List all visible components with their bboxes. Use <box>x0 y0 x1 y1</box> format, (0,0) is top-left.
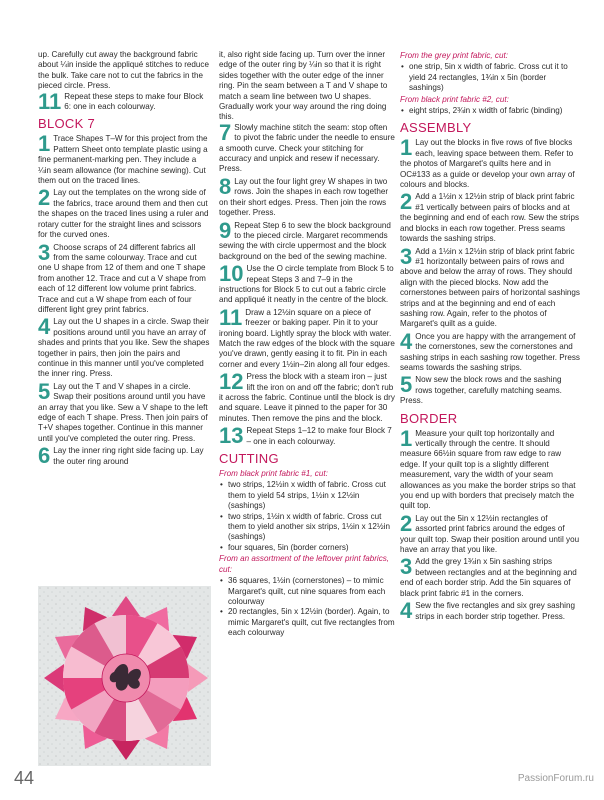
step-number: 5 <box>38 378 51 404</box>
step-text: Now sew the block rows and the sashing rows together, carefully matching seams. Press. <box>400 375 562 406</box>
step-number: 11 <box>38 88 62 114</box>
step <box>219 369 395 424</box>
step-text: Slowly machine stitch the seam: stop often to pivot the fabric under the needle to ensure a smooth curve. Check your stitching for accuracy and unpick and resew if necessary. Press. <box>219 122 395 174</box>
intro-text: it, also right side facing up. Turn over the inner edge of the outer ring by ¼in so that it is right sides together with the outer edge of the inner ring. Pin the seam between a T and V shape to match a seam line between two U shapes. Gradually work your way around the ring doing this. <box>219 50 388 122</box>
step-number: 5 <box>400 372 413 398</box>
step-number: 1 <box>400 135 413 161</box>
step <box>400 243 580 330</box>
step-number: 8 <box>219 173 232 199</box>
list-item: • two strips, 12½in x width of fabric. Cross cut them to yield 54 strips, 1½in x 12½in (sashings) <box>219 480 395 511</box>
step-text: Lay the inner ring right side facing up. Lay the outer ring around <box>53 446 204 466</box>
cutting-list <box>400 62 580 93</box>
cutting-list <box>400 106 580 116</box>
list-item: • 20 rectangles, 5in x 12½in (border). Again, to mimic Margaret's quilt, cut five rectangles from each colourway <box>219 607 395 638</box>
step-text: Use the O circle template from Block 5 to repeat Steps 3 and 7–9 in the instructions for Block 5 to cut out a fabric circle and appliqué it neatly in the centre of the block. <box>219 264 394 305</box>
step-number: 6 <box>38 443 51 469</box>
step <box>219 173 395 219</box>
step-text: Lay out the T and V shapes in a circle. Swap their positions around until you have an array that you like. Sew a V shape to the left edge of each T shape. Press. Then join pairs of T+V shapes together. Continue in this manner until you've completed the outer ring. Press. <box>38 381 208 443</box>
border-heading: BORDER <box>400 410 458 426</box>
step-number: 9 <box>219 217 232 243</box>
step-number: 4 <box>400 328 413 354</box>
step-text: Draw a 12½in square on a piece of freezer or baking paper. Pin it to your ironing board. Lightly spray the block with water. Match the raw edges of the block with the square you've drawn, gently easing it to fit. Pin in each corner and every 1½in–2in along all four edges. <box>219 307 395 369</box>
step-number: 3 <box>38 239 51 265</box>
step-number: 3 <box>400 243 413 269</box>
step-number: 13 <box>219 423 244 449</box>
page-number: 44 <box>14 768 35 788</box>
block7-heading: BLOCK 7 <box>38 116 96 132</box>
step-text: Lay out the templates on the wrong side of the fabrics, trace around them and then cut the shapes on the traced lines using a ruler and rotary cutter for the straight lines and scissors for the curved ones. <box>38 188 209 240</box>
list-item: • 36 squares, 1½in (cornerstones) – to mimic Margaret's quilt, cut nine squares from each colourway <box>219 576 395 607</box>
step <box>400 554 580 599</box>
cutting-subheading: From black print fabric #1, cut: <box>219 469 328 479</box>
cutting-list <box>219 480 395 553</box>
step <box>400 372 580 406</box>
cutting-subheading: From an assortment of the leftover print fabrics, cut: <box>219 554 390 574</box>
list-item: • two strips, 1½in x width of fabric. Cross cut them to yield another six strips, 1½in x 12½in (sashings) <box>219 512 395 543</box>
step <box>219 119 395 175</box>
step <box>38 131 211 186</box>
step-text: Lay out the U shapes in a circle. Swap their positions around until you have an array of shades and prints that you like. Sew the shapes together in pairs, then join the pairs and continue in this manner until you've completed the inner ring. Press. <box>38 317 210 379</box>
cutting-heading: CUTTING <box>219 451 279 467</box>
step <box>38 443 211 469</box>
step-text: Add the grey 1¾in x 5in sashing strips between rectangles and at the beginning and end of each border strip. Add the 5in squares of black print fabric #1 in the corners. <box>400 557 577 598</box>
step-text: Lay out the blocks in five rows of five blocks each, leaving space between them. Refer to the photos of Margaret's quilts here and in OC#133 as a guide or develop your own array of colours and blocks. <box>400 138 575 190</box>
step <box>400 510 580 556</box>
step-number: 4 <box>38 314 51 340</box>
step <box>38 378 211 444</box>
step-text: Lay out the 5in x 12½in rectangles of assorted print fabrics around the edges of your quilt top. Swap their position around until you have an array that you like. <box>400 513 580 555</box>
step-number: 11 <box>219 304 243 330</box>
step-number: 10 <box>219 261 244 287</box>
step <box>219 261 395 306</box>
step <box>38 239 211 316</box>
step <box>400 135 580 190</box>
assembly-heading: ASSEMBLY <box>400 120 472 136</box>
step <box>400 328 580 374</box>
cutting-list <box>219 576 395 638</box>
step-number: 12 <box>219 369 244 395</box>
quilt-block-illustration <box>38 586 211 766</box>
column-1 <box>38 50 211 469</box>
step-number: 2 <box>400 189 413 215</box>
watermark: PassionForum.ru <box>517 773 594 784</box>
step <box>38 314 211 379</box>
step <box>400 189 580 244</box>
step-number: 1 <box>400 425 413 451</box>
cutting-subheading: From black print fabric #2, cut: <box>400 94 509 104</box>
step-number: 7 <box>219 119 232 145</box>
step-11 <box>38 88 211 114</box>
step-text: Lay out the four light grey W shapes in two rows. Join the shapes in each row together on their short edges. Press. Then join the rows together. Press. <box>219 176 389 218</box>
step-number: 2 <box>400 510 413 536</box>
step-number: 2 <box>38 185 51 211</box>
step-text: Measure your quilt top horizontally and vertically through the centre. It should measure 66½in square from raw edge to raw edge. If your quilt top is a slightly different measurement, vary the width of your seam allowances as you make the border strips so that you end up with borders that precisely match the quilt top. <box>400 428 576 511</box>
step-text: Repeat Steps 1–12 to make four Block 7 – one in each colourway. <box>246 426 392 446</box>
step <box>38 185 211 240</box>
step <box>219 304 395 370</box>
step-text: Add a 1½in x 12½in strip of black print fabric #1 vertically between pairs of blocks and at the beginning and end of each row. Sew the strips and blocks in each row together. Press seams towards the sashing strips. <box>400 192 580 244</box>
step-number: 1 <box>38 131 51 157</box>
column-2 <box>219 50 395 639</box>
step-text: Press the block with a steam iron – just lift the iron on and off the fabric; don't rub it across the fabric. Continue until the block is dry and square. Leave it pinned to the paper for 30 minutes. Then remove the pins and the block. <box>219 372 395 423</box>
intro-text: up. Carefully cut away the background fabric about ¼in inside the appliqué stitches to reduce the bulk. Take care not to cut the fabrics in the pieced circle. Press. <box>38 50 209 91</box>
step-text: Add a 1½in x 12½in strip of black print fabric #1 horizontally between pairs of rows and above and below the array of rows. They should align with the pieced blocks. Now add the cornerstones between pairs of horizontal sashings strips and at the beginning and end of each sashing row. Again, refer to the photos of Margaret's quilt as a guide. <box>400 246 580 329</box>
step-number: 4 <box>400 598 413 624</box>
list-item: • eight strips, 2¾in x width of fabric (binding) <box>400 106 580 116</box>
quilt-block-photo <box>38 586 211 766</box>
step <box>219 217 395 263</box>
step <box>219 423 395 449</box>
step <box>400 425 580 512</box>
step-text: Sew the five rectangles and six grey sashing strips in each border strip together. Press. <box>415 601 575 621</box>
step-text: Trace Shapes T–W for this project from the Pattern Sheet onto template plastic using a fine permanent-marking pen. They include a ¼in seam allowance (for machine sewing). Cut them out on the traced lines. <box>38 134 208 186</box>
list-item: • one strip, 5in x width of fabric. Cross cut it to yield 24 rectangles, 1¾in x 5in (border sashings) <box>400 62 580 93</box>
step-text: Choose scraps of 24 different fabrics all from the same colourway. Trace and cut one U shape from 12 of them and one T shape from another 12. Trace and cut a V shape from each of 12 different low volume print fabrics. Trace and cut a W shape from each of four different light grey print fabrics. <box>38 242 206 314</box>
step-text: Repeat Step 6 to sew the block background to the pieced circle. Margaret recommends sewing the with circle uppermost and the block background on the bed of the sewing machine. <box>219 220 391 261</box>
cutting-subheading: From the grey print fabric, cut: <box>400 51 508 60</box>
step-text: Repeat these steps to make four Block 6: one in each colourway. <box>64 91 204 112</box>
column-3 <box>400 50 580 624</box>
step <box>400 598 580 624</box>
step-text: Once you are happy with the arrangement of the cornerstones, sew the cornerstones and sashing strips in each sashing row together. Press seams towards the sashing strips. <box>400 331 580 372</box>
step-number: 3 <box>400 554 413 580</box>
list-item: • four squares, 5in (border corners) <box>219 543 395 553</box>
